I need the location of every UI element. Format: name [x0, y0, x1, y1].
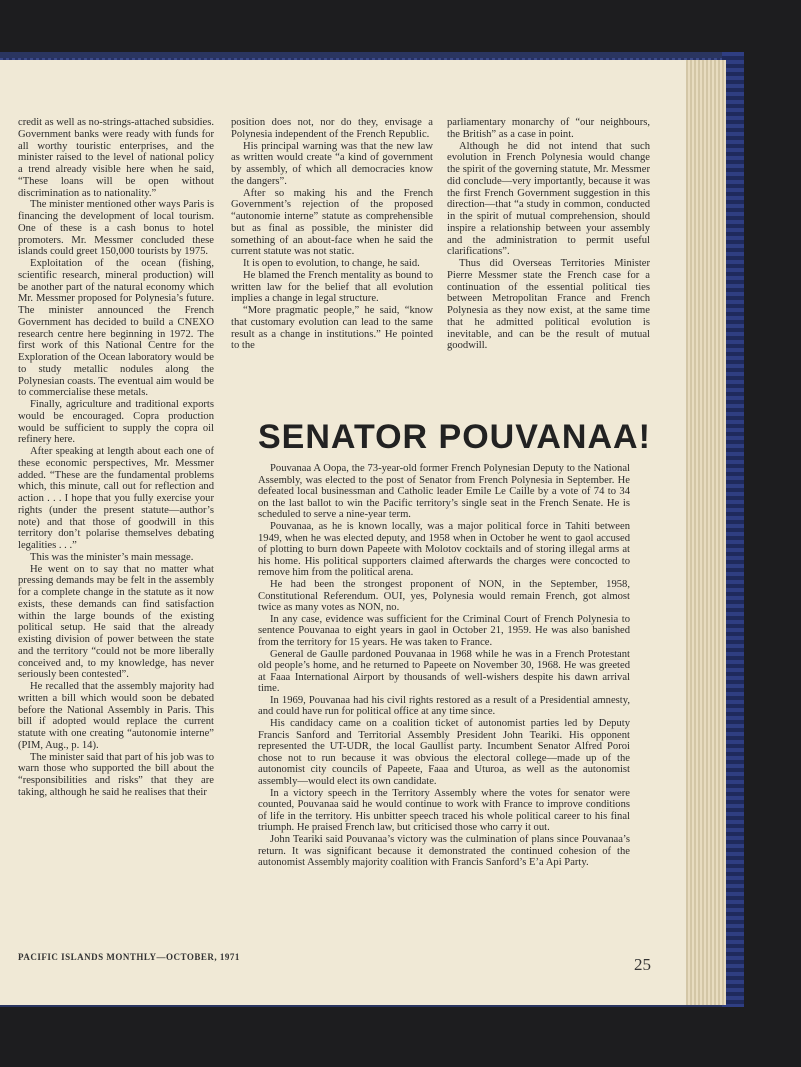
paragraph: Thus did Overseas Territories Minister Pierre Messmer state the French case for a continuation of the essential political ties between Metropolitan France and French Polynesia as they now exist, at the same time that he admitted political evolution is inevitable, and can be the result of mutual goodwill. [447, 258, 650, 352]
page-edges [680, 60, 726, 1005]
article-headline: SENATOR POUVANAA! [258, 418, 651, 456]
paragraph: The minister said that part of his job was to warn those who supported the bill about the “responsibilities and risks” that they are taking, although he said he realises that their [18, 751, 214, 798]
paragraph: Exploitation of the ocean (fishing, scientific research, mineral production) will be another part of the natural economy which Mr. Messmer proposed for Polynesia’s future. The minister announced the French Government has decided to build a CNEXO research centre here beginning in 1972. The first work of this National Centre for the Exploration of the Ocean laboratory would be to study metallic nodules along the Polynesian coasts. The eventual aim would be to commercialise these metals. [18, 258, 214, 399]
paragraph: His candidacy came on a coalition ticket of autonomist parties led by Deputy Francis Sanford and Territorial Assembly President John Teariki. His opponent represented the UT-UDR, the local Gaullist party. Incumbent Senator Alfred Poroi chose not to run because it was obvious the electoral college—made up of the autonomist city councils of Papeete, Faaa and Uturoa, as well as the autonomist assembly—would elect its own candidate. [258, 718, 630, 788]
paragraph: The minister mentioned other ways Paris is financing the development of local tourism. One of these is a cash bonus to hotel promoters. Mr. Messmer concluded these islands could greet 150,000 tourists by 1975. [18, 199, 214, 258]
paragraph: He recalled that the assembly majority had written a bill which would soon be debated before the National Assembly in Paris. This bill if adopted would replace the current statute with one creating “autonomie interne” (PIM, Aug., p. 14). [18, 681, 214, 751]
paragraph: parliamentary monarchy of “our neighbours, the British” as a case in point. [447, 117, 650, 140]
text-column-3 [447, 117, 650, 407]
paragraph: He went on to say that no matter what pressing demands may be felt in the assembly for a complete change in the statute as it now exists, these demands can find satisfaction within the large bounds of the existing political setup. He said that the already existing division of power between the state and the territory “could not be more liberally conceived and, to my knowledge, has never seriously been contested”. [18, 563, 214, 681]
paragraph: This was the minister’s main message. [30, 551, 194, 563]
paragraph: His principal warning was that the new law as written would create “a kind of government by assembly, of which all democracies know the dangers”. [231, 140, 433, 187]
paragraph: Pouvanaa A Oopa, the 73-year-old former French Polynesian Deputy to the National Assembly, was elected to the post of Senator from French Polynesia in September. He defeated local businessman and Catholic leader Emile Le Caille by a vote of 74 to 34 on the last ballot to win the Pacific territory’s single seat in the French Senate. He is scheduled to serve a nine-year term. [258, 463, 630, 521]
paragraph: Pouvanaa, as he is known locally, was a major political force in Tahiti between 1949, when he was elected deputy, and 1958 when in October he went to gaol accused of plotting to burn down Papeete with Molotov cocktails and of storing illegal arms at his home. His political supporters claimed afterwards the charges were concocted to remove him from the political arena. [258, 520, 630, 579]
paragraph: Although he did not intend that such evolution in French Polynesia would change the spirit of the governing statute, Mr. Messmer did conclude—very importantly, because it was the first French Government suggestion in this direction—that “a study in common, conducted in the spirit of mutual comprehension, should inspire a relationship between your assembly and the administration to permit useful clarifications”. [447, 140, 650, 258]
paragraph: General de Gaulle pardoned Pouvanaa in 1968 while he was in a French Protestant old people’s home, and he returned to Papeete on November 30, 1968. He was greeted at Faaa International Airport by thousands of well-wishers despite his dawn arrival time. [258, 648, 630, 695]
text-column-1 [18, 117, 214, 947]
page-footer: PACIFIC ISLANDS MONTHLY—OCTOBER, 1971 [18, 952, 240, 962]
paragraph: He blamed the French mentality as bound to written law for the belief that all evolution implies a change in legal structure. [231, 269, 433, 305]
paragraph: After speaking at length about each one of these economic perspectives, Mr. Messmer added. “These are the fundamental problems which, this minute, call out for reflection and action . . . I hope that you fully exercise your rights (under the present statute—author’s note) and that those of goodwill in this territory don’t polarise themselves debating legalities . . .” [18, 446, 214, 551]
paragraph: It is open to evolution, to change, he said. [243, 258, 420, 269]
page-number: 25 [634, 955, 651, 974]
paragraph: In 1969, Pouvanaa had his civil rights restored as a result of a Presidential amnesty, and could have run for political office at any time since. [258, 694, 630, 718]
paragraph: In any case, evidence was sufficient for the Criminal Court of French Polynesia to sentence Pouvanaa to eight years in gaol in October 21, 1959. He was also banished from the territory for 15 years. He was taken to France. [258, 613, 630, 648]
paragraph: Finally, agriculture and traditional exports would be encouraged. Copra production would be sufficient to supply the copra oil refinery here. [18, 399, 214, 446]
paragraph: He had been the strongest proponent of NON, in the September, 1958, Constitutional Referendum. OUI, yes, Polynesia would remain French, got almost twice as many votes as NON, no. [258, 578, 630, 614]
paragraph: After so making his and the French Government’s rejection of the proposed “autonomie interne” statute as comprehensible but as final as possible, the minister did something of an about-face when he said the current statute was not static. [231, 187, 433, 258]
paragraph: position does not, nor do they, envisage a Polynesia independent of the French Republic. [231, 117, 433, 140]
paragraph: credit as well as no-strings-attached subsidies. Government banks were ready with funds for all worthy touristic enterprises, and the minister raised to the level of national policy a trend already visible here when he said, “These loans will be open without discrimination as to nationality.” [18, 117, 214, 199]
paragraph: John Teariki said Pouvanaa’s victory was the culmination of plans since Pouvanaa’s return. It was significant because it demonstrated the continued cohesion of the autonomist Assembly majority coalition with Francis Sanford’s E’a Api Party. [258, 834, 630, 869]
article-body [258, 463, 630, 869]
paragraph: In a victory speech in the Territory Assembly where the votes for senator were counted, Pouvanaa said he would continue to work with France to improve conditions of life in the territory. His unbitter speech traced his whole political career to his final triumph. He praised French law, but criticised those who carry it out. [258, 787, 630, 834]
paragraph: “More pragmatic people,” he said, “know that customary evolution can lead to the same result as a change in institutions.” He pointed to the [231, 305, 433, 352]
text-column-2 [231, 117, 433, 407]
